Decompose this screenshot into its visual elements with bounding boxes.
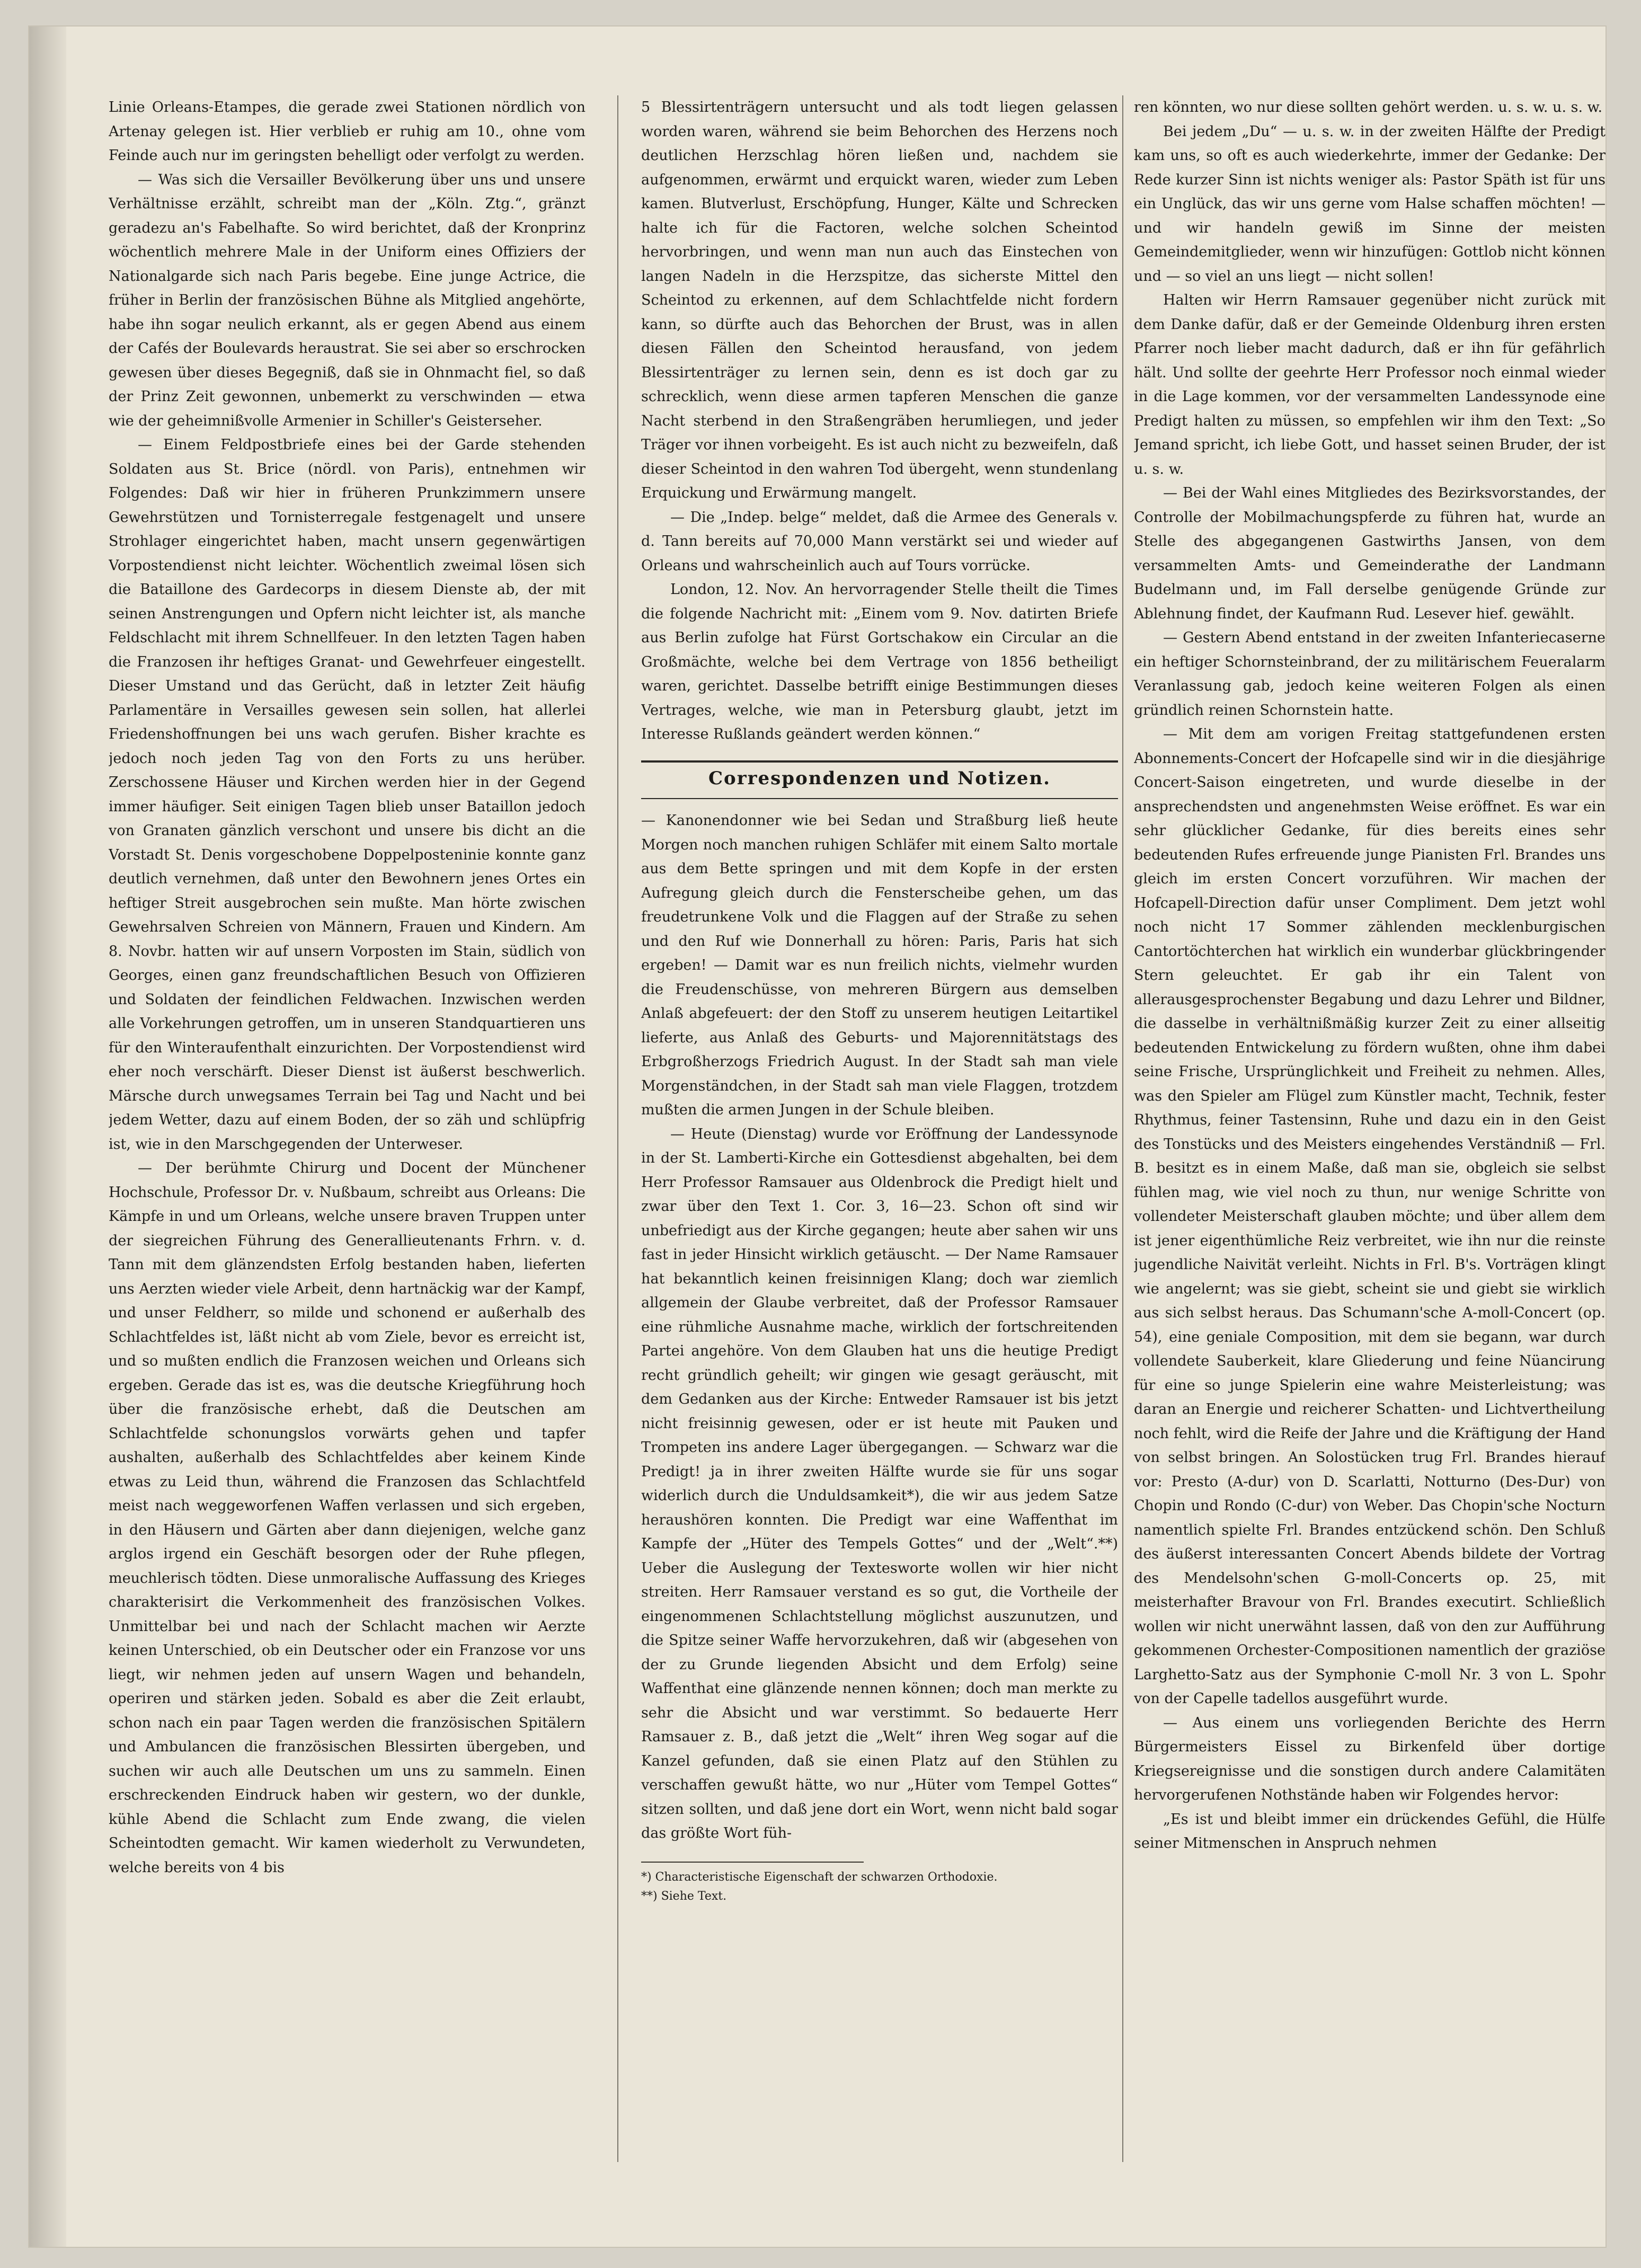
page-binding-edge xyxy=(29,26,66,2247)
paragraph: ren könnten, wo nur diese sollten gehört werden. u. s. w. u. s. w. xyxy=(1134,99,1603,116)
paragraph: — Was sich die Versailler Bevölkerung über uns und unsere Verhältnisse erzählt, schreibt man der „Köln. Ztg.“, gränzt geradezu an's Fabelhafte. So wird berichtet, daß der Kronprinz wöchentlich mehrere Male in der Uniform eines Offiziers der Nationalgarde sich nach Paris begebe. Eine junge Actrice, die früher in Berlin der französischen Bühne als Mitglied angehörte, habe ihn sogar neulich erkannt, als er gegen Abend aus einem der Cafés der Boulevards heraustrat. Sie sei aber so erschrocken gewesen über dieses Begegniß, daß sie in Ohnmacht fiel, so daß der Prinz Zeit gewonnen, unbemerkt zu verschwinden — etwa wie der geheimnißvolle Armenier in Schiller's Geisterseher. xyxy=(109,171,586,429)
paragraph: — Kanonendonner wie bei Sedan und Straßburg ließ heute Morgen noch manchen ruhigen Schläfer mit einem Salto mortale aus dem Bette springen und mit dem Kopfe in der ersten Aufregung gleich durch die Fensterscheibe gehen, um das freudetrunkene Volk und die Flaggen auf der Straße zu sehen und den Ruf wie Donnerhall zu hören: Paris, Paris hat sich ergeben! — Damit war es nun freilich nichts, vielmehr wurden die Freudenschüsse, von mehreren Bürgern aus demselben Anlaß abgefeuert: der den Stoff zu unserem heutigen Leitartikel lieferte, aus Anlaß des Geburts- und Majorennitätstags des Erbgroßherzogs Friedrich August. In der Stadt sah man viele Morgenständchen, in der Stadt sah man viele Flaggen, trotzdem mußten die armen Jungen in der Schule bleiben. xyxy=(641,812,1118,1118)
footnote: **) Siehe Text. xyxy=(641,1889,727,1903)
column-left xyxy=(109,95,586,2162)
paragraph: — Aus einem uns vorliegenden Berichte des Herrn Bürgermeisters Eissel zu Birkenfeld über dortige Kriegsereignisse und die sonstigen durch andere Calamitäten hervorgerufenen Nothstände haben wir Folgendes hervor: xyxy=(1134,1714,1605,1803)
paragraph: Halten wir Herrn Ramsauer gegenüber nicht zurück mit dem Danke dafür, daß er der Gemeinde Oldenburg ihren ersten Pfarrer noch lieber macht dadurch, daß er ihn für gefährlich hält. Und sollte der geehrte Herr Professor noch einmal wieder in die Lage kommen, vor der versammelten Landessynode eine Predigt halten zu müssen, so empfehlen wir ihm den Text: „So Jemand spricht, ich liebe Gott, und hasset seinen Bruder, der ist u. s. w. xyxy=(1134,292,1605,477)
column-middle xyxy=(641,95,1118,2162)
paragraph: — Heute (Dienstag) wurde vor Eröffnung der Landessynode in der St. Lamberti-Kirche ein Gottesdienst abgehalten, bei dem Herr Professor Ramsauer aus Oldenbrock die Predigt hielt und zwar über den Text 1. Cor. 3, 16—23. Schon oft sind wir unbefriedigt aus der Kirche gegangen; heute aber sahen wir uns fast in jeder Hinsicht wirklich getäuscht. — Der Name Ramsauer hat bekanntlich keinen freisinnigen Klang; doch war ziemlich allgemein der Glaube verbreitet, daß der Professor Ramsauer eine rühmliche Ausnahme mache, wirklich der fortschreitenden Partei angehöre. Von dem Glauben hat uns die heutige Predigt recht gründlich geheilt; wir gingen wie gesagt geräuscht, mit dem Gedanken aus der Kirche: Entweder Ramsauer ist bis jetzt nicht freisinnig gewesen, oder er ist heute mit Pauken und Trompeten ins andere Lager übergegangen. — Schwarz war die Predigt! ja in ihrer zweiten Hälfte wurde sie für uns sogar widerlich durch die Unduldsamkeit*), die wir aus jedem Satze heraushören konnten. Die Predigt war eine Waffenthat im Kampfe der „Hüter des Tempels Gottes“ und der „Welt“.**) Ueber die Auslegung der Textesworte wollen wir hier nicht streiten. Herr Ramsauer verstand es so gut, die Vortheile der eingenommenen Schlachtstellung möglichst auszunutzen, und die Spitze seiner Waffe hervorzukehren, daß wir (abgesehen von der zu Grunde liegenden Absicht und dem Erfolg) seine Waffenthat eine glänzende nennen können; doch man merkte zu sehr die Absicht und war verstimmt. So bedauerte Herr Ramsauer z. B., daß jetzt die „Welt“ ihren Weg sogar auf die Kanzel gefunden, daß sie einen Platz auf den Stühlen zu verschaffen gewußt hätte, wo nur „Hüter vom Tempel Gottes“ sitzen sollten, und daß jene dort ein Wort, wenn nicht bald sogar das größte Wort füh- xyxy=(641,1126,1118,1841)
footnote: *) Characteristische Eigenschaft der schwarzen Orthodoxie. xyxy=(641,1870,998,1884)
section-title: Correspondenzen und Notizen. xyxy=(708,767,1051,789)
paragraph: — Bei der Wahl eines Mitgliedes des Bezirksvorstandes, der Controlle der Mobilmachungspferde zu führen hat, wurde an Stelle des abgegangenen Gastwirths Jansen, von dem versammelten Amts- und Gemeinderathe der Landmann Budelmann und, im Fall derselbe genügende Gründe zur Ablehnung findet, der Kaufmann Rud. Lesever hief. gewählt. xyxy=(1134,485,1605,622)
paragraph: London, 12. Nov. An hervorragender Stelle theilt die Times die folgende Nachricht mit: „Einem vom 9. Nov. datirten Briefe aus Berlin zufolge hat Fürst Gortschakow ein Circular an die Großmächte, welche bei dem Vertrage von 1856 betheiligt waren, gerichtet. Dasselbe betrifft einige Bestimmungen dieses Vertrages, welche, wie man in Petersburg glaubt, jetzt im Interesse Rußlands geändert werden können.“ xyxy=(641,581,1118,742)
paragraph: — Einem Feldpostbriefe eines bei der Garde stehenden Soldaten aus St. Brice (nördl. von Paris), entnehmen wir Folgendes: Daß wir hier in früheren Prunkzimmern unsere Gewehrstützen und Tornisterregale festgenagelt und unsere Strohlager eingerichtet haben, macht unsern gegenwärtigen Vorpostendienst nicht leichter. Wöchentlich zweimal lösen sich die Bataillone des Gardecorps in diesem Dienste ab, der mit seinen Anstrengungen und Opfern nicht leichter ist, als manche Feldschlacht mit ihrem Schnellfeuer. In den letzten Tagen haben die Franzosen ihr heftiges Granat- und Gewehrfeuer eingestellt. Dieser Umstand und das Gerücht, daß in letzter Zeit häufig Parlamentäre in Versailles gewesen sein sollen, hat allerlei Friedenshoffnungen bei uns wach gerufen. Bisher krachte es jedoch noch jeden Tag von den Forts zu uns herüber. Zerschossene Häuser und Kirchen werden hier in der Gegend immer häufiger. Seit einigen Tagen blieb unser Bataillon jedoch von Granaten gänzlich verschont und unsere bis dicht an die Vorstadt St. Denis vorgeschobene Doppelposteninie konnte ganz deutlich vernehmen, daß unter den Bewohnern jenes Ortes ein heftiger Streit ausgebrochen sein mußte. Man hörte zwischen Gewehrsalven Schreien von Männern, Frauen und Kindern. Am 8. Novbr. hatten wir auf unsern Vorposten im Stain, südlich von Georges, einen ganz freundschaftlichen Besuch von Offizieren und Soldaten der feindlichen Feldwachen. Inzwischen werden alle Vorkehrungen getroffen, um in unseren Standquartieren uns für den Winteraufenthalt einzurichten. Der Vorpostendienst wird eher noch verschärft. Dieser Dienst ist äußerst beschwerlich. Märsche durch unwegsames Terrain bei Tag und Nacht und bei jedem Wetter, dazu auf einem Boden, der so zäh und schlüpfrig ist, wie in den Marschgegenden der Unterweser. xyxy=(109,437,586,1153)
footnote-rule xyxy=(641,1862,864,1863)
column-divider xyxy=(1122,95,1123,2162)
column-divider xyxy=(617,95,618,2162)
paragraph: — Gestern Abend entstand in der zweiten Infanteriecaserne ein heftiger Schornsteinbrand, der zu militärischem Feueralarm Veranlassung gab, jedoch keine weiteren Folgen als einen gründlich reinen Schornstein hatte. xyxy=(1134,630,1605,719)
section-rule-thin xyxy=(641,798,1118,799)
paragraph: Linie Orleans-Etampes, die gerade zwei Stationen nördlich von Artenay gelegen ist. Hier verblieb er ruhig am 10., ohne vom Feinde auch nur im geringsten behelligt oder verfolgt zu werden. xyxy=(109,99,586,164)
paragraph: — Die „Indep. belge“ meldet, daß die Armee des Generals v. d. Tann bereits auf 70,000 Mann verstärkt sei und wieder auf Orleans und wahrscheinlich auch auf Tours vorrücke. xyxy=(641,509,1118,574)
paragraph: Bei jedem „Du“ — u. s. w. in der zweiten Hälfte der Predigt kam uns, so oft es auch wiederkehrte, immer der Gedanke: Der Rede kurzer Sinn ist nichts weniger als: Pastor Späth ist für uns ein Unglück, das wir uns gerne vom Halse schaffen möchten! — und wir handeln gewiß im Sinne der meisten Gemeindemitglieder, wenn wir hinzufügen: Gottlob nicht können und — so viel an uns liegt — nicht sollen! xyxy=(1134,123,1605,285)
paragraph: — Mit dem am vorigen Freitag stattgefundenen ersten Abonnements-Concert der Hofcapelle sind wir in die diesjährige Concert-Saison eingetreten, und wurde dieselbe in der ansprechendsten und angenehmsten Weise eröffnet. Es war ein sehr glücklicher Gedanke, für dies bereits eines sehr bedeutenden Rufes erfreuende junge Pianisten Frl. Brandes uns gleich im ersten Concert vorzuführen. Wir machen der Hofcapell-Direction dafür unser Compliment. Dem jetzt wohl noch nicht 17 Sommer zählenden mecklenburgischen Cantortöchterchen hat wirklich ein wunderbar glückbringender Stern geleuchtet. Er gab ihr ein Talent von allerausgesprochenster Begabung und dazu Lehrer und Bildner, die dasselbe in verhältnißmäßig kurzer Zeit zu einer allseitig bedeutenden Entwickelung zu fördern wußten, ohne ihm dabei seine Frische, Ursprünglichkeit und Freiheit zu nehmen. Alles, was den Spieler am Flügel zum Künstler macht, Technik, fester Rhythmus, feiner Tastensinn, Ruhe und dazu ein in den Geist des Tonstücks und des Meisters eingehendes Verständniß — Frl. B. besitzt es in einem Maße, daß man sie, obgleich sie selbst fühlen mag, wie viel noch zu thun, nur wenige Schritte von vollendeter Meisterschaft glauben möchte; und über allem dem ist jener eigenthümliche Reiz verbreitet, wie ihn nur die reinste jugendliche Naivität verleiht. Nichts in Frl. B's. Vorträgen klingt wie angelernt; was sie giebt, scheint sie und giebt sie wirklich aus sich selbst heraus. Das Schumann'sche A-moll-Concert (op. 54), eine geniale Composition, mit dem sie begann, war durch vollendete Sauberkeit, klare Gliederung und feine Nüancirung für eine so junge Spielerin eine wahre Meisterleistung; was daran an Energie und reicherer Schatten- und Lichtvertheilung noch fehlt, wird die Reife der Jahre und die Kräftigung der Hand von selbst bringen. An Solostücken trug Frl. Brandes hierauf vor: Presto (A-dur) von D. Scarlatti, Notturno (Des-Dur) von Chopin und Rondo (C-dur) von Weber. Das Chopin'sche Nocturn namentlich spielte Frl. Brandes entzückend schön. Den Schluß des äußerst interessanten Concert Abends bildete der Vortrag des Mendelsohn'schen G-moll-Concerts op. 25, mit meisterhafter Bravour von Frl. Brandes executirt. Schließlich wollen wir nicht unerwähnt lassen, daß von den zur Aufführung gekommenen Orchester-Compositionen namentlich der graziöse Larghetto-Satz aus der Symphonie C-moll Nr. 3 von L. Spohr von der Capelle tadellos ausgeführt wurde. xyxy=(1134,726,1605,1707)
paragraph: „Es ist und bleibt immer ein drückendes Gefühl, die Hülfe seiner Mitmenschen in Anspruch nehmen xyxy=(1134,1811,1605,1851)
footnotes xyxy=(641,1868,1118,1906)
column-right xyxy=(1134,95,1605,2162)
paragraph: 5 Blessirtenträgern untersucht und als todt liegen gelassen worden waren, während sie beim Behorchen des Herzens noch deutlichen Herzschlag hören ließen und, nachdem sie aufgenommen, erwärmt und erquickt waren, wieder zum Leben kamen. Blutverlust, Erschöpfung, Hunger, Kälte und Schrecken halte ich für die Factoren, welche solchen Scheintod hervorbringen, und wenn man nun auch das Einstechen von langen Nadeln in die Herzspitze, das sicherste Mittel den Scheintod zu erkennen, auf dem Schlachtfelde nicht fordern kann, so dürfte auch das Behorchen der Brust, was in allen diesen Fällen den Scheintod herausfand, von jedem Blessirtenträger zu lernen sein, denn es ist doch gar zu schrecklich, wenn diese armen tapferen Menschen die ganze Nacht sterbend in den Straßengräben herumliegen, und jeder Träger vor ihnen vorbeigeht. Es ist auch nicht zu bezweifeln, daß dieser Scheintod in den wahren Tod übergeht, wenn stundenlang Erquickung und Erwärmung mangelt. xyxy=(641,99,1118,501)
section-rule xyxy=(641,760,1118,763)
paragraph: — Der berühmte Chirurg und Docent der Münchener Hochschule, Professor Dr. v. Nußbaum, schreibt aus Orleans: Die Kämpfe in und um Orleans, welche unsere braven Truppen unter der siegreichen Führung des Generallieutenants Frhrn. v. d. Tann mit dem glänzendsten Erfolg bestanden haben, lieferten uns Aerzten wieder viele Arbeit, denn hartnäckig war der Kampf, und unser Feldherr, so milde und schonend er außerhalb des Schlachtfeldes ist, läßt nicht ab vom Ziele, bevor es erreicht ist, und so mußten endlich die Franzosen weichen und Orleans sich ergeben. Gerade das ist es, was die deutsche Kriegführung hoch über die französische erhebt, daß die Deutschen am Schlachtfelde schonungslos vorwärts gehen und tapfer aushalten, außerhalb des Schlachtfeldes aber keinem Kinde etwas zu Leid thun, während die Franzosen das Schlachtfeld meist nach weggeworfenen Waffen verlassen und sich ergeben, in den Häusern und Gärten aber dann diejenigen, welche ganz arglos irgend ein Geschäft besorgen oder der Ruhe pflegen, meuchlerisch tödten. Diese unmoralische Auffassung des Krieges charakterisirt die Verkommenheit des französischen Volkes. Unmittelbar bei und nach der Schlacht machen wir Aerzte keinen Unterschied, ob ein Deutscher oder ein Franzose vor uns liegt, wir nehmen jeden auf unsern Wagen und behandeln, operiren und stärken jeden. Sobald es aber die Zeit erlaubt, schon nach ein paar Tagen werden die französischen Spitälern und Ambulancen die französischen Blessirten übergeben, und suchen wir auch alle Deutschen um uns zu sammeln. Einen erschreckenden Eindruck haben wir gestern, wo der dunkle, kühle Abend die Schlacht zum Ende zwang, die vielen Scheintodten gemacht. Wir kamen wiederholt zu Verwundeten, welche bereits von 4 bis xyxy=(109,1160,586,1876)
